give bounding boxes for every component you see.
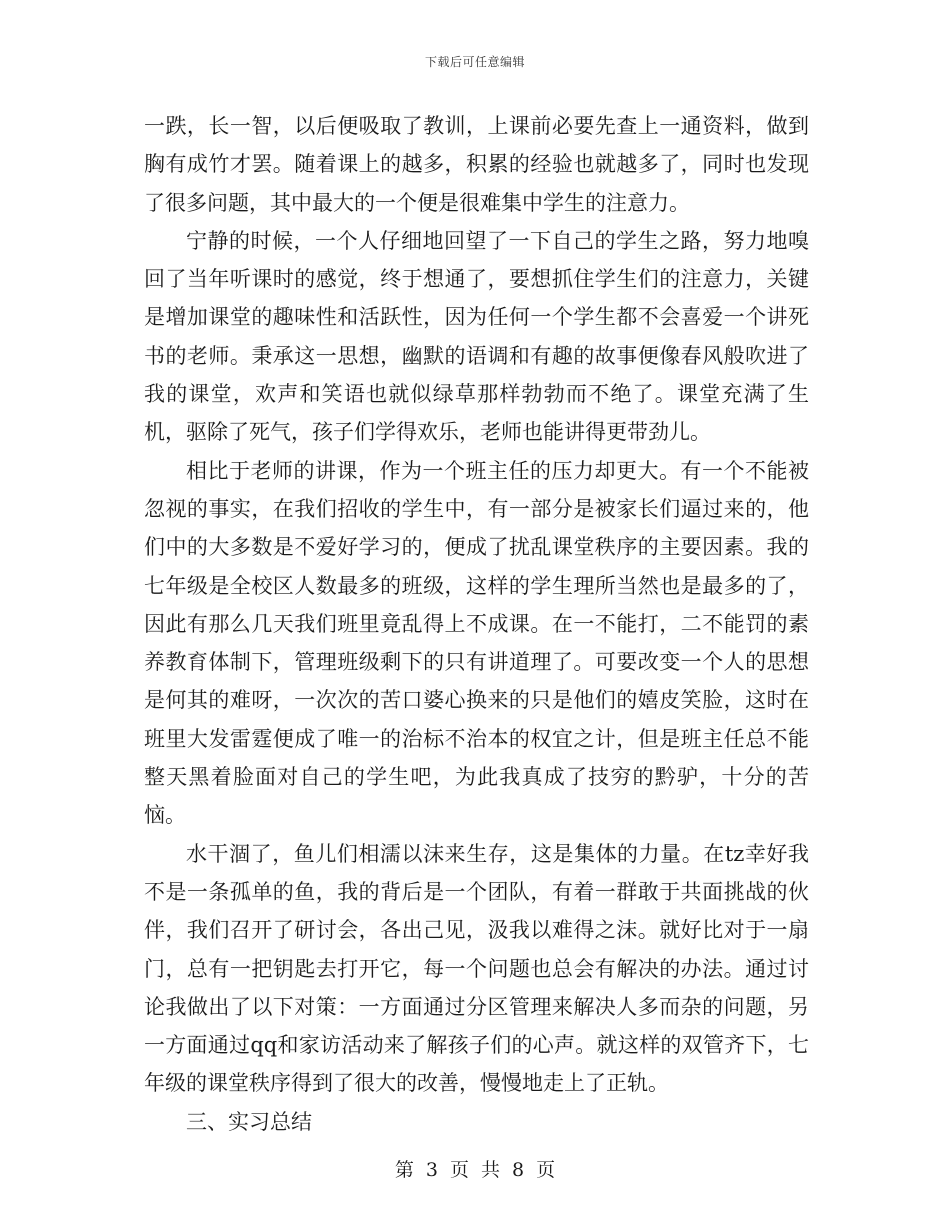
paragraph-class-teacher-pressure: 相比于老师的讲课，作为一个班主任的压力却更大。有一个不能被忽视的事实，在我们招收的学生中，有一部分是被家长们逼过来的，他们中的大多数是不爱好学习的，便成了扰乱课堂秩序的主要因素。我的七年级是全校区人数最多的班级，这样的学生理所当然也是最多的了，因此有那么几天我们班里竟乱得上不成课。在一不能打，二不能罚的素养教育体制下，管理班级剩下的只有讲道理了。可要改变一个人的思想是何其的难呀，一次次的苦口婆心换来的只是他们的嬉皮笑脸，这时在班里大发雷霆便成了唯一的治标不治本的权宜之计，但是班主任总不能整天黑着脸面对自己的学生吧，为此我真成了技穷的黔驴，十分的苦恼。 <box>144 458 809 828</box>
paragraph-continuation: 一跌，长一智，以后便吸取了教训，上课前必要先查上一通资料，做到胸有成竹才罢。随着课上的越多，积累的经验也就越多了，同时也发现了很多问题，其中最大的一个便是很难集中学生的注意力。 <box>144 114 809 215</box>
document-body <box>144 107 809 1141</box>
page-number-footer: 第 3 页 共 8 页 <box>394 1159 556 1181</box>
paragraph-team-solution: 水干涸了，鱼儿们相濡以沫来生存，这是集体的力量。在tz幸好我不是一条孤单的鱼，我的背后是一个团队，有着一群敢于共面挑战的伙伴，我们召开了研讨会，各出己见，汲我以难得之沫。就好比对于一扇门，总有一把钥匙去打开它，每一个问题也总会有解决的办法。通过讨论我做出了以下对策：一方面通过分区管理来解决人多而杂的问题，另一方面通过qq和家访活动来了解孩子们的心声。就这样的双管齐下，七年级的课堂秩序得到了很大的改善，慢慢地走上了正轨。 <box>144 841 809 1096</box>
page-header-note: 下载后可任意编辑 <box>424 55 525 69</box>
paragraph-classroom-interest: 宁静的时候，一个人仔细地回望了一下自己的学生之路，努力地嗅回了当年听课时的感觉，终于想通了，要想抓住学生们的注意力，关键是增加课堂的趣味性和活跃性，因为任何一个学生都不会喜爱一个讲死书的老师。秉承这一思想，幽默的语调和有趣的故事便像春风般吹进了我的课堂，欢声和笑语也就似绿草那样勃勃而不绝了。课堂充满了生机，驱除了死气，孩子们学得欢乐，老师也能讲得更带劲儿。 <box>144 228 809 445</box>
section-heading-summary: 三、实习总结 <box>186 1109 312 1134</box>
